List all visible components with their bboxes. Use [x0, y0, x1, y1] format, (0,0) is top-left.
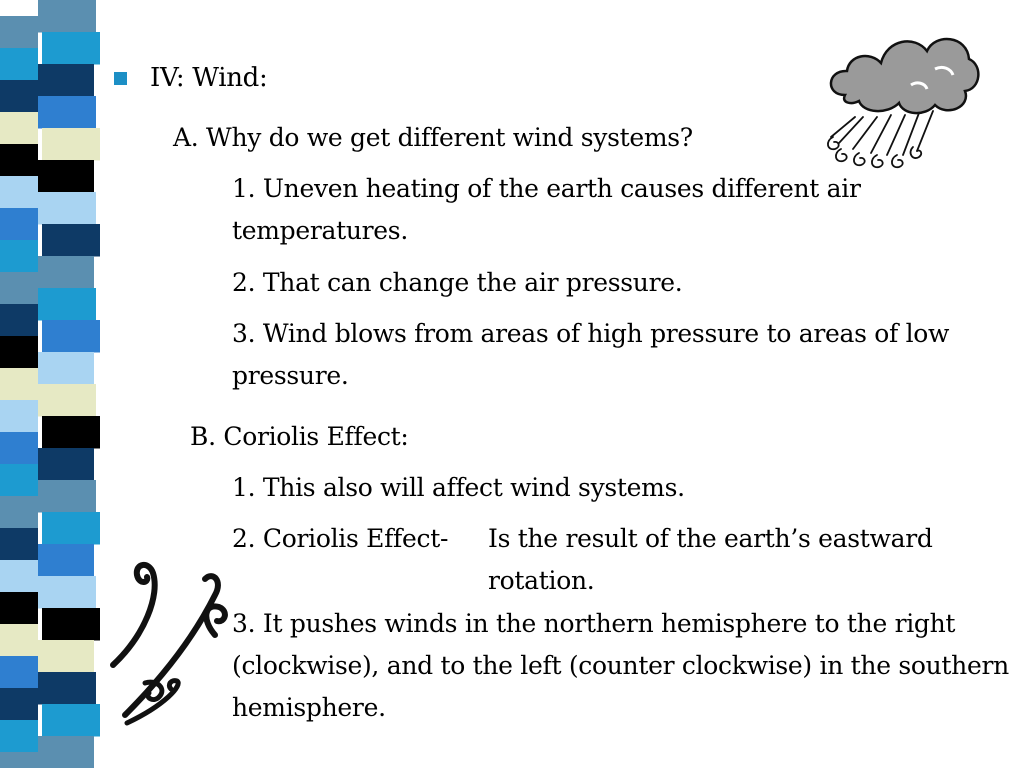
stripe-segment	[0, 688, 38, 721]
stripe-segment	[0, 464, 38, 497]
stripe-segment	[38, 576, 96, 609]
stripe-segment	[0, 720, 38, 753]
stripe-segment	[36, 64, 94, 97]
rain-cloud-icon	[815, 25, 985, 175]
stripe-segment	[42, 512, 100, 545]
section-a-title: A. Why do we get different wind systems?	[173, 123, 693, 152]
stripe-segment	[0, 560, 38, 593]
stripe-segment	[36, 256, 94, 289]
stripe-segment	[36, 160, 94, 193]
stripe-segment	[42, 416, 100, 449]
stripe-segment	[42, 224, 100, 257]
stripe-segment	[0, 240, 38, 273]
stripe-segment	[0, 336, 38, 369]
stripe-segment	[0, 496, 38, 529]
wind-swirl-icon	[105, 555, 240, 730]
stripe-segment	[36, 544, 94, 577]
stripe-segment	[0, 144, 38, 177]
stripe-segment	[38, 384, 96, 417]
stripe-segment	[0, 432, 38, 465]
stripe-segment	[0, 368, 38, 401]
slide-heading: IV: Wind:	[150, 63, 268, 93]
stripe-segment	[0, 656, 38, 689]
stripe-segment	[0, 592, 38, 625]
stripe-segment	[42, 32, 100, 65]
section-b-title: B. Coriolis Effect:	[190, 422, 409, 451]
stripe-segment	[0, 304, 38, 337]
stripe-segment	[38, 0, 96, 33]
decorative-stripe-bar	[0, 0, 100, 768]
section-a-item-1: 1. Uneven heating of the earth causes different air temperatures.	[232, 174, 861, 245]
stripe-segment	[42, 704, 100, 737]
section-a-item-3: 3. Wind blows from areas of high pressure to areas of low pressure.	[232, 319, 950, 390]
heading-bullet	[114, 72, 127, 85]
stripe-segment	[38, 288, 96, 321]
stripe-segment	[42, 320, 100, 353]
stripe-segment	[0, 208, 38, 241]
stripe-segment	[0, 624, 38, 657]
section-b-item-2-label: 2. Coriolis Effect-	[232, 524, 449, 553]
stripe-segment	[0, 80, 38, 113]
stripe-segment	[38, 480, 96, 513]
stripe-segment	[36, 352, 94, 385]
stripe-segment	[38, 96, 96, 129]
section-b-item-1: 1. This also will affect wind systems.	[232, 473, 685, 502]
stripe-segment	[42, 608, 100, 641]
stripe-segment	[0, 752, 38, 768]
stripe-segment	[36, 448, 94, 481]
stripe-segment	[36, 736, 94, 768]
stripe-segment	[0, 272, 38, 305]
section-a-item-2: 2. That can change the air pressure.	[232, 268, 683, 297]
stripe-segment	[0, 112, 38, 145]
stripe-segment	[38, 192, 96, 225]
stripe-segment	[38, 672, 96, 705]
stripe-segment	[0, 528, 38, 561]
stripe-segment	[42, 128, 100, 161]
section-b-item-2-text: Is the result of the earth’s eastward rotation.	[488, 524, 933, 595]
stripe-segment	[0, 48, 38, 81]
stripe-segment	[0, 176, 38, 209]
section-b-item-3: 3. It pushes winds in the northern hemisphere to the right (clockwise), and to the left (counter clockwise) in the southern hemisphere.	[232, 609, 1009, 722]
stripe-segment	[0, 16, 38, 49]
stripe-segment	[36, 640, 94, 673]
stripe-segment	[0, 400, 38, 433]
